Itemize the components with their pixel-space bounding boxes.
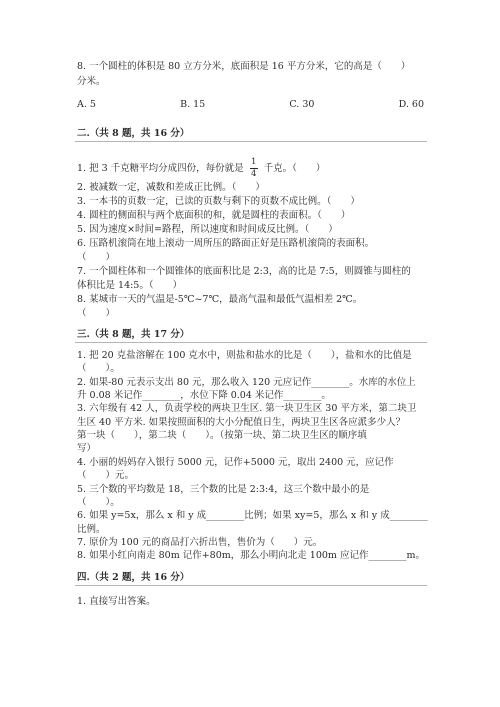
section3-heading: 三.（共 8 题，共 17 分） — [77, 329, 190, 340]
sec3-line-6: 生区 40 平方米. 如果按照面积的大小分配值日生，两块卫生区各应派多少人？ — [77, 417, 406, 428]
q8-line1: 8. 一个圆柱的体积是 80 立方分米，底面积是 16 平方分米，它的高是（ ） — [77, 61, 411, 72]
sec3-line-14: 比例。 — [77, 524, 106, 535]
option-b[interactable]: B. 15 — [180, 99, 206, 110]
sec2-q1-prefix: 1. 把 3 千克糖平均分成四份，每份就是 — [77, 163, 244, 174]
section2-heading: 二.（共 8 题，共 16 分） — [77, 128, 190, 139]
fraction-one-quarter: $\frac{1}{4}$ — [250, 157, 257, 179]
sec2-q8-line1: 8. 某城市一天的气温是-5℃~7℃，最高气温和最低气温相差 2℃。 — [77, 294, 363, 305]
sec3-line-1: 1. 把 20 克盐溶解在 100 克水中，则盐和盐水的比是（ ），盐和水的比值是 — [77, 350, 412, 361]
sec3-line-8: 写） — [77, 443, 97, 454]
q8-line2: 分米。 — [77, 76, 106, 87]
sec2-q1-suffix: 千克。（ ） — [263, 163, 326, 174]
section3-divider — [75, 342, 427, 343]
sec3-line-9: 4. 小丽的妈妈存入银行 5000 元，记作+5000 元，取出 2400 元，应记作 — [77, 457, 394, 468]
sec4-q1: 1. 直接写出答案。 — [77, 596, 156, 607]
sec3-line-11: 5. 三个数的平均数是 18，三个数的比是 2:3:4，这三个数中最小的是 — [77, 484, 370, 495]
sec3-line-16: 8. 如果小红向南走 80m 记作+80m，那么小明向北走 100m 应记作________m。 — [77, 550, 425, 561]
option-a[interactable]: A. 5 — [77, 99, 96, 110]
option-d[interactable]: D. 60 — [398, 99, 424, 110]
sec2-q7-line2: 体积比是 14:5。（ ） — [77, 280, 183, 291]
q8-options — [77, 99, 424, 110]
sec3-line-4: 升 0.08 米记作________，水位下降 0.04 米记作________。 — [77, 390, 331, 401]
sec2-q2: 2. 被减数一定，减数和差成正比例。（ ） — [77, 182, 265, 193]
sec2-q5: 5. 因为速度×时间=路程，所以速度和时间成反比例。（ ） — [77, 224, 338, 235]
sec3-line-15: 7. 原价为 100 元的商品打六折出售，售价为（ ）元。 — [77, 537, 323, 548]
sec2-q8-line2: （ ） — [77, 308, 116, 319]
sec3-line-7: 第一块（ ），第二块（ ）。（按第一块、第二块卫生区的顺序填 — [77, 430, 367, 441]
section4-divider — [75, 585, 427, 586]
sec3-line-3: 2. 如果-80 元表示支出 80 元，那么收入 120 元应记作________。水库的水位上 — [77, 377, 416, 388]
section2-divider — [75, 141, 427, 142]
sec3-line-10: （ ）元。 — [77, 470, 135, 481]
sec2-q1 — [77, 158, 430, 179]
option-c[interactable]: C. 30 — [289, 99, 315, 110]
sec2-q3: 3. 一本书的页数一定，已读的页数与剩下的页数不成比例。（ ） — [77, 196, 360, 207]
sec3-line-12: （ ）。 — [77, 497, 120, 508]
sec2-q7-line1: 7. 一个圆柱体和一个圆锥体的底面积比是 2:3，高的比是 7:5，则圆锥与圆柱的 — [77, 266, 411, 277]
sec2-q6-line1: 6. 压路机滚筒在地上滚动一周所压的路面正好是压路机滚筒的表面积。 — [77, 238, 375, 249]
section4-heading: 四.（共 2 题，共 16 分） — [77, 572, 190, 583]
sec3-line-13: 6. 如果 y=5x，那么 x 和 y 成________比例；如果 xy=5，那么 x 和 y 成________ — [77, 510, 428, 521]
sec3-line-5: 3. 六年级有 42 人，负责学校的两块卫生区. 第一块卫生区 30 平方米，第二块卫 — [77, 403, 417, 414]
sec2-q4: 4. 圆柱的侧面积与两个底面积的和，就是圆柱的表面积。（ ） — [77, 210, 351, 221]
sec3-line-2: （ ）。 — [77, 363, 120, 374]
sec2-q6-line2: （ ） — [77, 252, 116, 263]
